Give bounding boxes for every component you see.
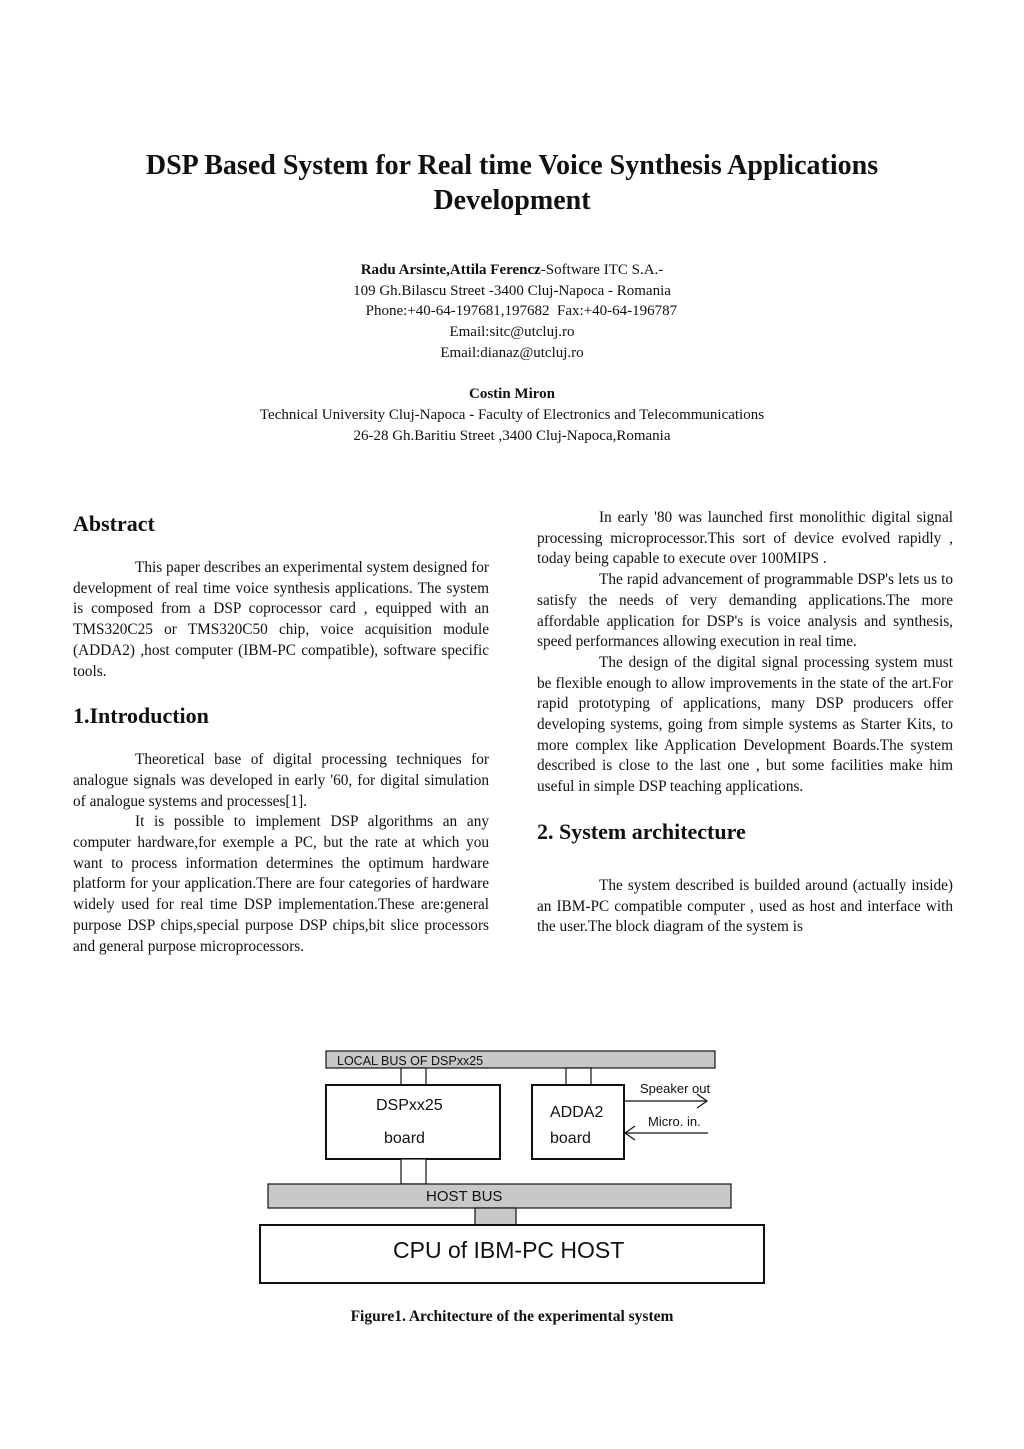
dsp-bus-connector (401, 1068, 426, 1085)
author-affiliation: -Software ITC S.A.- (540, 262, 664, 278)
abstract-heading: Abstract (73, 511, 155, 536)
intro-paragraph-2: It is possible to implement DSP algorithms an any computer hardware,for exemple a PC, but the rate at which you want to process information determines the optimum hardware platform for your application.There are four categories of hardware widely used for real time DSP implementation.These are:general purpose DSP chips,special purpose DSP chips,bit slice processors and general purpose microprocessors. (73, 813, 489, 955)
host-bus-label: HOST BUS (426, 1188, 503, 1205)
adda-bus-connector (566, 1068, 591, 1085)
dsp-host-connector (401, 1159, 426, 1184)
abstract-text: This paper describes an experimental system designed for development of real time voice synthesis applications. The system is composed from a DSP coprocessor card , equipped with an TMS320C25 or TMS320C50 chip, voice acquisition module (ADDA2) ,host computer (IBM-PC compatible), software specific tools. (73, 559, 489, 680)
title-line-2: Development (433, 185, 591, 216)
author-line-1 (0, 260, 1024, 281)
adda-board-box (532, 1085, 624, 1159)
author-2-name (0, 384, 1024, 405)
adda-board-label-1: ADDA2 (550, 1104, 604, 1121)
author-2-address: 26-28 Gh.Baritiu Street ,3400 Cluj-Napoca,Romania (353, 427, 671, 444)
intro-paragraph-1: Theoretical base of digital processing techniques for analogue signals was developed in early '60, for digital simulation of analogue systems and processes[1]. (73, 751, 489, 810)
intro-paragraph-4: The rapid advancement of programmable DSP's lets us to satisfy the needs of very demanding applications.The more affordable application for DSP's is voice analysis and synthesis, speed performances allowing execution in real time. (537, 571, 953, 651)
dsp-board-label-1: DSPxx25 (376, 1097, 443, 1114)
cpu-connector (475, 1208, 516, 1225)
author-email-1: Email:sitc@utcluj.ro (449, 324, 575, 341)
speaker-out-label: Speaker out (640, 1081, 711, 1096)
micro-in-label: Micro. in. (648, 1114, 701, 1129)
architecture-heading: 2. System architecture (537, 818, 746, 844)
author-email-2: Email:dianaz@utcluj.ro (440, 344, 584, 361)
intro-paragraph-5: The design of the digital signal processing system must be flexible enough to allow improvements in the state of the art.For rapid prototyping of applications, many DSP producers offer developing systems, going from simple systems as Starter Kits, to more complex like Application Development Boards.The system described is close to the last one , but some facilities make him useful in simple DSP teaching applications. (537, 653, 953, 796)
author-2-name-text: Costin Miron (469, 386, 555, 403)
adda-board-label-2: board (550, 1130, 591, 1147)
architecture-paragraph-1: The system described is builded around (actually inside) an IBM-PC compatible computer , used as host and interface with the user.The block diagram of the system is (537, 876, 953, 936)
introduction-heading: 1.Introduction (73, 703, 209, 729)
dsp-board-label-2: board (384, 1130, 425, 1147)
paper-title (0, 148, 1024, 218)
architecture-diagram (0, 1040, 1024, 1300)
title-line-1: DSP Based System for Real time Voice Synthesis Applications (145, 150, 879, 181)
author-names: Radu Arsinte,Attila Ferencz (360, 262, 541, 278)
local-bus-label: LOCAL BUS OF DSPxx25 (337, 1054, 484, 1068)
left-column (73, 508, 489, 957)
cpu-label: CPU of IBM-PC HOST (393, 1237, 625, 1263)
author-address: 109 Gh.Bilascu Street -3400 Cluj-Napoca - Romania (353, 282, 671, 299)
right-column (537, 508, 953, 938)
author-block (0, 260, 1024, 446)
author-phone: Phone:+40-64-197681,197682 Fax:+40-64-196787 (346, 303, 678, 320)
figure-caption: Figure1. Architecture of the experimental system (350, 1308, 674, 1325)
intro-paragraph-3: In early '80 was launched first monolithic digital signal processing microprocessor.This sort of device evolved rapidly , today being capable to execute over 100MIPS . (537, 509, 953, 568)
author-2-affiliation: Technical University Cluj-Napoca - Faculty of Electronics and Telecommunications (259, 406, 765, 423)
